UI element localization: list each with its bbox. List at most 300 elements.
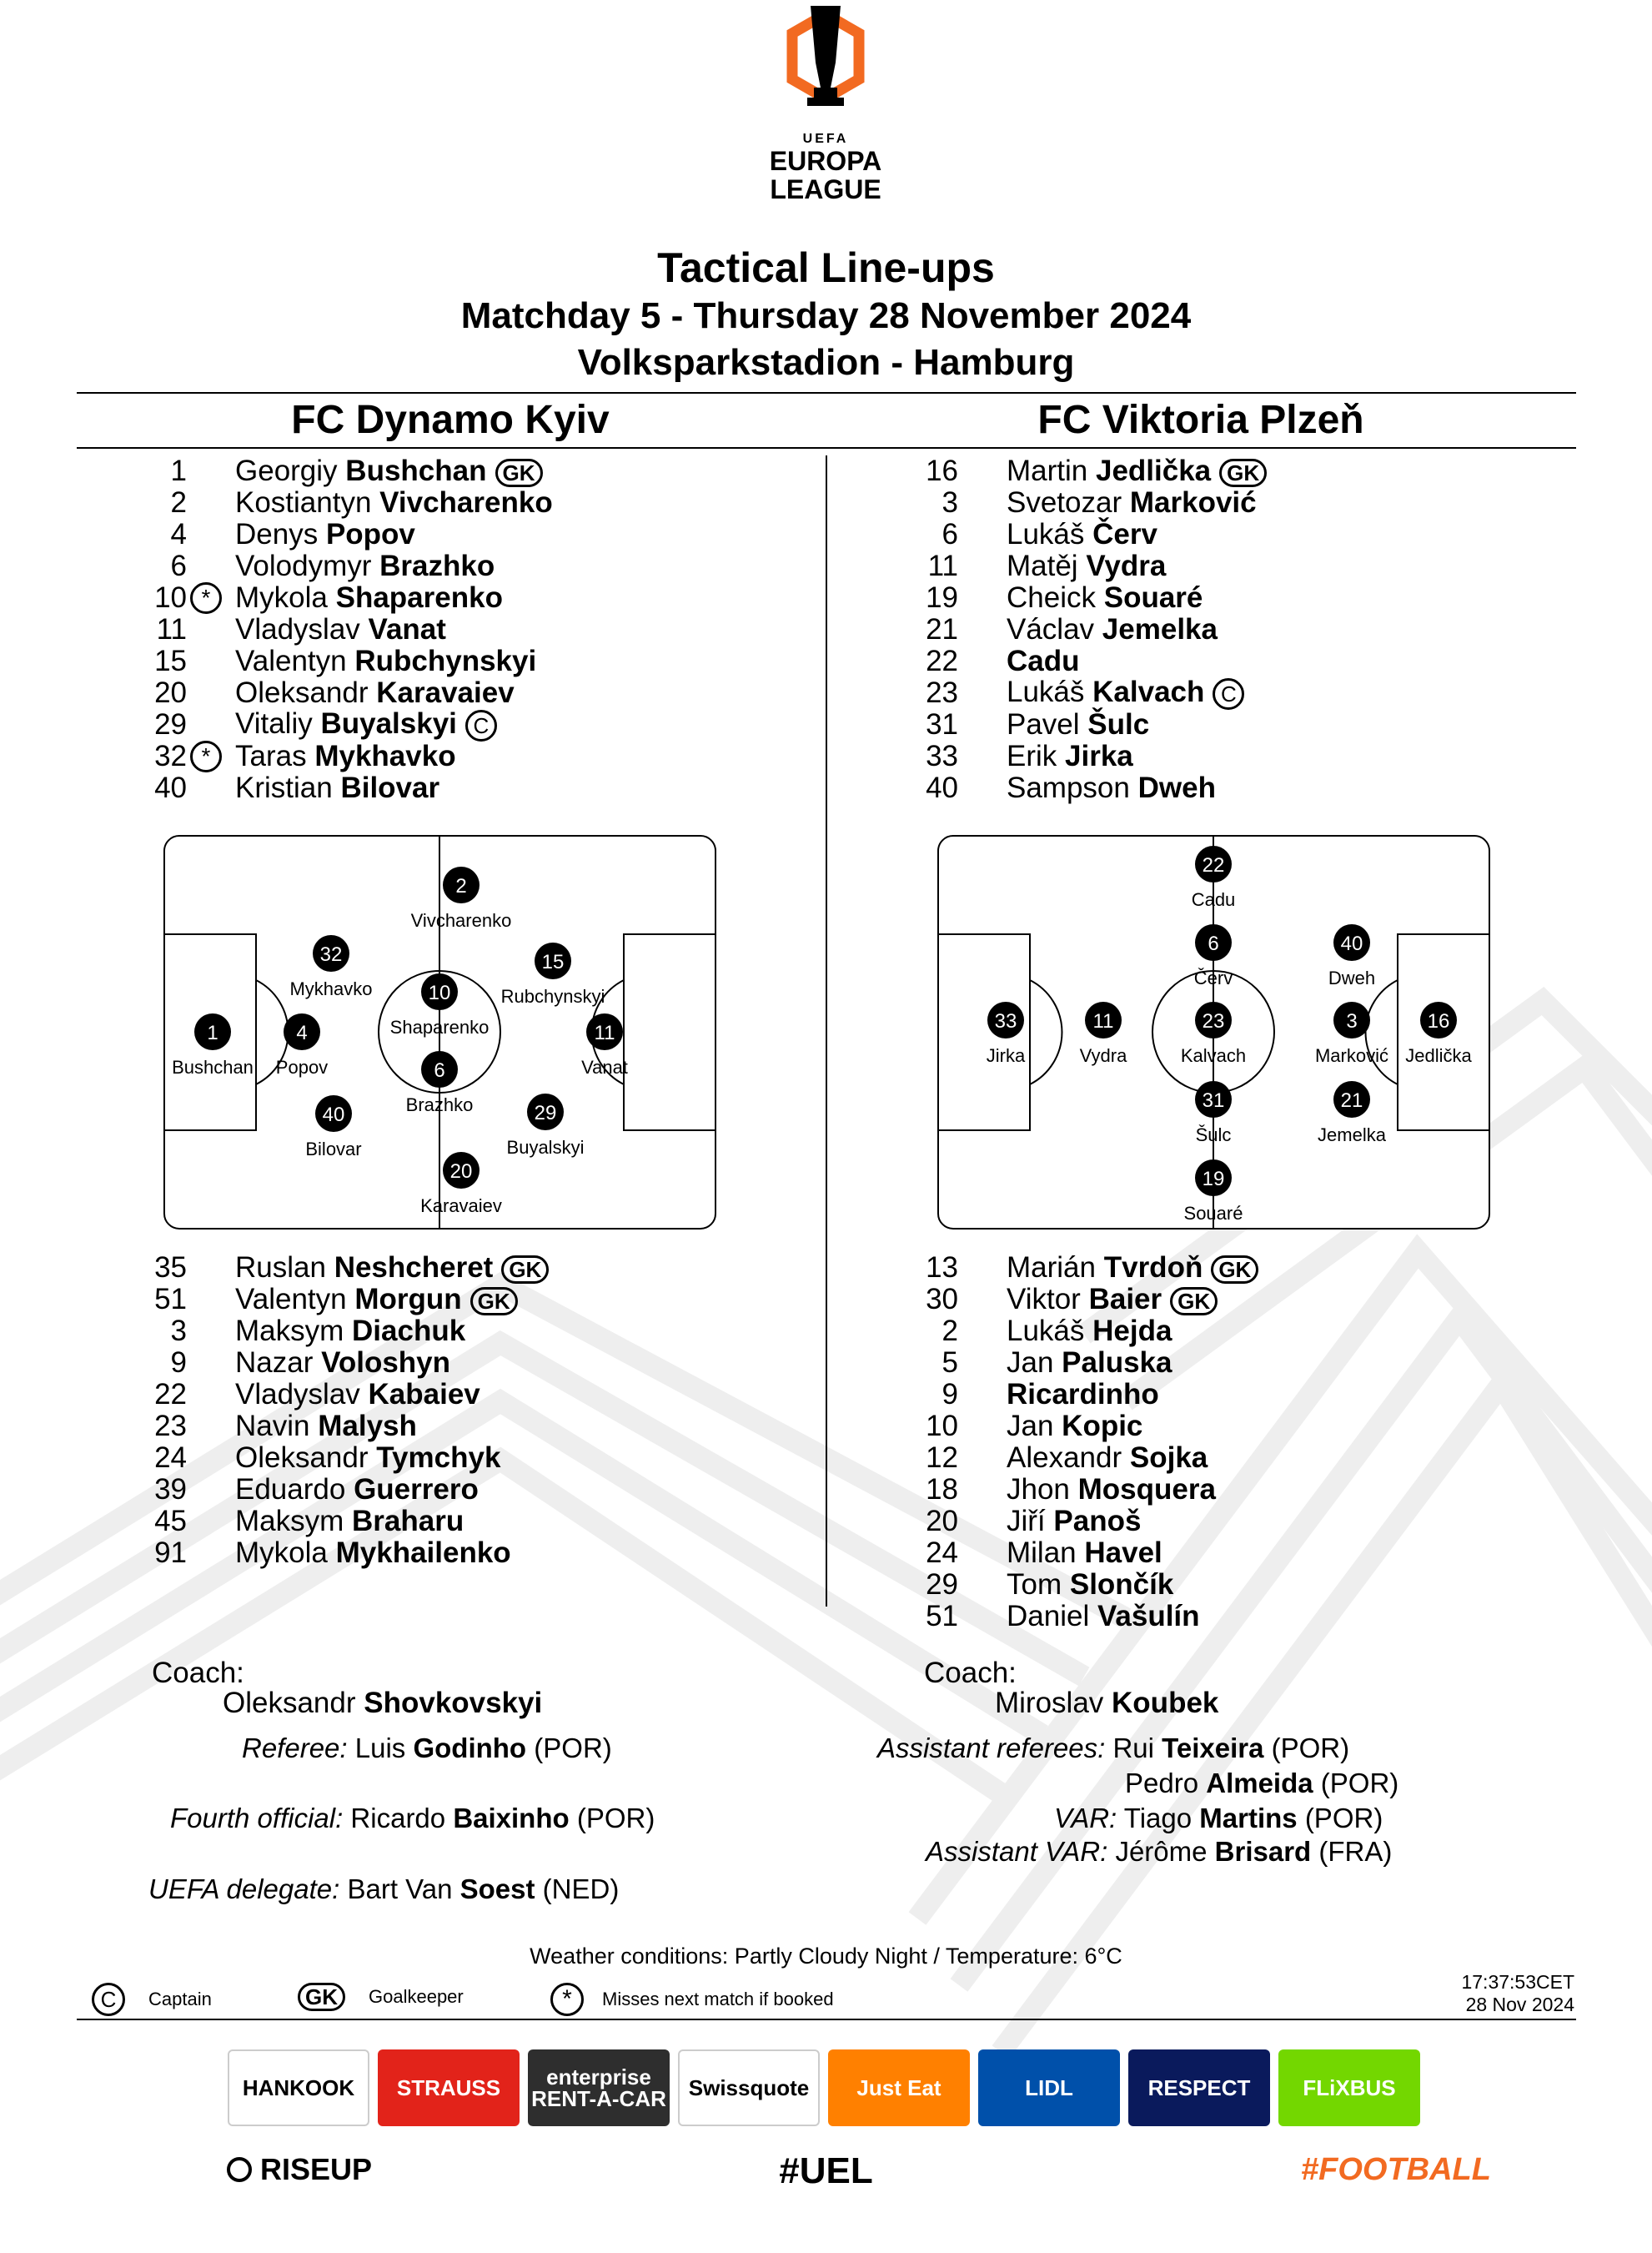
player-name — [192, 614, 446, 646]
away-subs-list — [855, 1252, 1258, 1632]
player-row — [83, 772, 553, 804]
player-row — [83, 1411, 549, 1442]
player-first-name: Jan — [1007, 1410, 1054, 1442]
player-first-name: Vladyslav — [235, 613, 360, 646]
player-name — [192, 646, 536, 677]
player-name — [192, 1347, 450, 1379]
player-last-name: Jemelka — [1102, 613, 1218, 646]
header-divider — [77, 392, 1576, 394]
pitch-player-label: Bushchan — [172, 1057, 254, 1078]
captain-icon: C — [92, 1983, 125, 2016]
player-last-name: Mykhavko — [314, 740, 456, 772]
player-row — [855, 519, 1267, 551]
player-row — [83, 614, 553, 646]
pitch-player-label: Vanat — [581, 1057, 628, 1078]
player-number-text: 11 — [927, 550, 958, 582]
player-first-name: Svetozar — [1007, 486, 1122, 519]
player-row — [855, 1347, 1258, 1379]
player-last-name: Vašulín — [1097, 1600, 1200, 1632]
pitch-player-number: 19 — [1202, 1168, 1225, 1190]
pitch-player-number: 32 — [319, 943, 343, 966]
player-number — [83, 1442, 192, 1474]
player-first-name: Jhon — [1007, 1473, 1070, 1506]
time: 17:37:53CET — [1461, 1971, 1574, 1993]
goalkeeper-icon: GK — [495, 459, 543, 487]
fourth-label: Fourth official: — [170, 1803, 344, 1833]
sponsor-logo: FLiXBUS — [1278, 2049, 1420, 2126]
assistant-referees — [877, 1732, 1349, 1765]
player-name — [192, 1379, 480, 1411]
player-row — [83, 487, 553, 519]
player-number — [855, 1601, 963, 1632]
pitch-player-label: Shaparenko — [389, 1017, 490, 1038]
goalkeeper-icon: GK — [298, 1983, 345, 2011]
pitch-player-number: 4 — [296, 1022, 308, 1044]
assistant1-last: Teixeira — [1162, 1732, 1264, 1763]
referee-label: Referee: — [242, 1732, 348, 1763]
legend-goalkeeper — [298, 1983, 464, 2011]
player-number — [855, 772, 963, 804]
player-name — [963, 1284, 1218, 1315]
player-last-name: Sojka — [1129, 1441, 1208, 1474]
player-name — [963, 614, 1218, 646]
home-coach-last: Shovkovskyi — [364, 1687, 543, 1719]
player-number-text: 22 — [926, 645, 958, 677]
page-title: Tactical Line-ups — [657, 244, 995, 291]
player-row — [83, 1347, 549, 1379]
player-number — [83, 1315, 192, 1347]
away-coach-first: Miroslav — [995, 1687, 1104, 1719]
player-name — [963, 487, 1257, 519]
player-name — [963, 1601, 1200, 1632]
sponsor-logo: Swissquote — [678, 2049, 820, 2126]
player-name — [192, 519, 415, 551]
star-icon: * — [550, 1983, 584, 2016]
sponsor-logo: enterprise RENT-A-CAR — [528, 2049, 670, 2126]
player-number — [855, 1347, 963, 1379]
player-row — [83, 1506, 549, 1537]
player-name — [192, 1506, 464, 1537]
player-name — [963, 1569, 1173, 1601]
player-name — [192, 1284, 518, 1315]
player-first-name: Daniel — [1007, 1600, 1090, 1632]
player-first-name: Navin — [235, 1410, 310, 1442]
player-number-text: 29 — [926, 1568, 958, 1601]
player-row — [83, 455, 553, 487]
player-number-text: 12 — [926, 1441, 958, 1474]
player-number-text: 11 — [156, 613, 187, 646]
avar-first: Jérôme — [1115, 1836, 1208, 1867]
away-pitch — [936, 834, 1491, 1230]
player-row — [83, 551, 553, 582]
player-last-name: Braharu — [352, 1505, 464, 1537]
player-first-name: Eduardo — [235, 1473, 346, 1506]
player-last-name: Kabaiev — [368, 1378, 480, 1411]
player-first-name: Martin — [1007, 455, 1088, 487]
player-row — [855, 487, 1267, 519]
pitch-player-label: Kalvach — [1180, 1045, 1247, 1066]
legend-captain — [92, 1983, 212, 2016]
player-last-name: Guerrero — [354, 1473, 479, 1506]
pitch-player-number: 16 — [1427, 1010, 1450, 1033]
logo-uefa: UEFA — [802, 132, 849, 146]
player-number — [855, 1569, 963, 1601]
trophy-icon — [767, 4, 884, 129]
sponsor-logo: STRAUSS — [378, 2049, 520, 2126]
player-row — [83, 1252, 549, 1284]
player-first-name: Sampson — [1007, 772, 1130, 804]
player-number-text: 9 — [941, 1378, 958, 1411]
player-number-text: 1 — [170, 455, 187, 487]
player-first-name: Maksym — [235, 1315, 344, 1347]
player-number-text: 29 — [154, 708, 187, 741]
pitch-player-number: 15 — [541, 951, 565, 973]
player-first-name: Kristian — [235, 772, 333, 804]
player-row — [855, 582, 1267, 614]
player-first-name: Volodymyr — [235, 550, 372, 582]
player-row — [83, 1474, 549, 1506]
captain-icon: C — [1213, 678, 1244, 710]
player-number — [83, 1379, 192, 1411]
player-name — [192, 1411, 417, 1442]
player-last-name: Jedlička — [1095, 455, 1212, 487]
player-number-text: 6 — [170, 550, 187, 582]
assistant2-nat: (POR) — [1320, 1768, 1399, 1798]
player-last-name: Panoš — [1053, 1505, 1142, 1537]
player-number-text: 6 — [941, 518, 958, 551]
player-row — [83, 1537, 549, 1569]
player-name — [192, 772, 439, 804]
pitch-player-number: 3 — [1346, 1010, 1358, 1033]
player-number-text: 5 — [941, 1346, 958, 1379]
player-row — [855, 1252, 1258, 1284]
player-number-text: 18 — [926, 1473, 958, 1506]
player-last-name: Baier — [1088, 1283, 1162, 1315]
player-row — [855, 551, 1267, 582]
player-last-name: Souaré — [1103, 581, 1203, 614]
player-number — [855, 1379, 963, 1411]
player-number — [855, 487, 963, 519]
pitch-player-label: Bilovar — [305, 1139, 362, 1159]
player-number-text: 24 — [926, 1536, 958, 1569]
logo-league: LEAGUE — [770, 174, 881, 204]
player-number-text: 20 — [926, 1505, 958, 1537]
player-number-text: 30 — [926, 1283, 958, 1315]
pitch-player-label: Dweh — [1328, 968, 1376, 988]
referee-first: Luis — [354, 1732, 406, 1763]
pitch-player-label: Jemelka — [1318, 1124, 1386, 1145]
player-last-name: Tymchyk — [376, 1441, 501, 1474]
matchday: Matchday 5 - Thursday 28 November 2024 — [460, 295, 1192, 336]
player-last-name: Mosquera — [1077, 1473, 1216, 1506]
player-number-text: 20 — [154, 676, 187, 709]
assistant1-nat: (POR) — [1271, 1732, 1350, 1763]
player-last-name: Shaparenko — [335, 581, 503, 614]
logo-europa: EUROPA — [769, 146, 882, 176]
player-last-name: Morgun — [354, 1283, 462, 1315]
player-name — [963, 709, 1149, 741]
home-subs-list — [83, 1252, 549, 1569]
weather: Weather conditions: Partly Cloudy Night / Temperature: 6°C — [530, 1944, 1122, 1969]
player-name — [963, 1411, 1142, 1442]
player-first-name: Mykola — [235, 581, 328, 614]
player-row — [83, 1315, 549, 1347]
player-row — [83, 677, 553, 709]
player-row — [855, 1537, 1258, 1569]
player-first-name: Valentyn — [235, 1283, 347, 1315]
player-number — [83, 1252, 192, 1284]
player-first-name: Maksym — [235, 1505, 344, 1537]
var-nat: (POR) — [1304, 1803, 1383, 1833]
pitch-player-number: 11 — [594, 1022, 615, 1044]
fourth-last: Baixinho — [453, 1803, 570, 1833]
home-pitch — [163, 834, 717, 1230]
player-row — [855, 1442, 1258, 1474]
player-last-name: Tvrdoň — [1103, 1251, 1203, 1284]
assistant1-first: Rui — [1112, 1732, 1154, 1763]
player-last-name: Cadu — [1007, 645, 1080, 677]
avar-last: Brisard — [1214, 1836, 1312, 1867]
player-name — [192, 1252, 549, 1284]
player-last-name: Ricardinho — [1007, 1378, 1159, 1411]
player-name — [963, 1442, 1208, 1474]
player-number — [83, 709, 192, 741]
player-number — [83, 1411, 192, 1442]
pitch-player-label: Mykhavko — [289, 978, 373, 999]
pitch-player-number: 22 — [1202, 854, 1225, 877]
player-number-text: 4 — [170, 518, 187, 551]
assistant-label: Assistant referees: — [877, 1732, 1106, 1763]
player-number — [83, 614, 192, 646]
player-first-name: Nazar — [235, 1346, 314, 1379]
player-first-name: Cheick — [1007, 581, 1096, 614]
player-name — [963, 1252, 1258, 1284]
referee-last: Godinho — [413, 1732, 527, 1763]
player-number-text: 51 — [154, 1283, 187, 1315]
goalkeeper-icon: GK — [1170, 1287, 1218, 1315]
player-name — [192, 487, 553, 519]
player-number — [83, 772, 192, 804]
away-coach — [995, 1687, 1218, 1720]
player-first-name: Valentyn — [235, 645, 347, 677]
player-number-text: 21 — [926, 613, 958, 646]
player-number — [83, 455, 192, 487]
hashtag-uel: #UEL — [779, 2150, 873, 2191]
player-row — [855, 1379, 1258, 1411]
player-name — [192, 582, 503, 614]
pitch-player-number: 40 — [1340, 933, 1363, 955]
player-first-name: Oleksandr — [235, 1441, 369, 1474]
timestamp — [1461, 1971, 1574, 2016]
delegate-last: Soest — [459, 1873, 535, 1904]
player-number — [855, 1442, 963, 1474]
player-row — [855, 614, 1267, 646]
player-row — [83, 1284, 549, 1315]
legend-captain-label: Captain — [148, 1989, 212, 2009]
player-number-text: 13 — [926, 1251, 958, 1284]
player-first-name: Tom — [1007, 1568, 1062, 1601]
player-number-text: 91 — [154, 1536, 187, 1569]
player-name — [192, 741, 456, 772]
player-number — [855, 551, 963, 582]
assistant2-last: Almeida — [1206, 1768, 1313, 1798]
pitch-player-number: 21 — [1340, 1089, 1363, 1112]
player-row — [855, 709, 1267, 741]
player-first-name: Viktor — [1007, 1283, 1081, 1315]
pitch-player-number: 40 — [322, 1104, 345, 1126]
player-first-name: Alexandr — [1007, 1441, 1122, 1474]
player-last-name: Bushchan — [345, 455, 487, 487]
player-number — [855, 614, 963, 646]
pitch-player-label: Brazhko — [405, 1094, 474, 1115]
assistant-var — [926, 1835, 1392, 1868]
goalkeeper-icon: GK — [501, 1255, 549, 1284]
player-last-name: Šulc — [1087, 708, 1150, 741]
player-name — [192, 551, 495, 582]
home-coach-label: Coach: — [152, 1657, 244, 1689]
player-number — [855, 455, 963, 487]
player-number-text: 23 — [926, 676, 958, 709]
pitch-player-number: 31 — [1202, 1089, 1225, 1112]
player-number — [83, 1284, 192, 1315]
player-first-name: Oleksandr — [235, 676, 369, 709]
pitch-player-number: 1 — [207, 1022, 218, 1044]
player-number-text: 10 — [154, 581, 187, 614]
player-number — [83, 487, 192, 519]
player-number — [83, 519, 192, 551]
player-last-name: Kopic — [1062, 1410, 1143, 1442]
pitch-player-number: 11 — [1092, 1010, 1114, 1033]
player-first-name: Denys — [235, 518, 319, 551]
var — [1054, 1802, 1383, 1835]
player-first-name: Mykola — [235, 1536, 328, 1569]
player-first-name: Taras — [235, 740, 307, 772]
player-name — [192, 455, 543, 487]
player-last-name: Voloshyn — [321, 1346, 451, 1379]
player-number — [83, 581, 211, 614]
player-number — [83, 1474, 192, 1506]
fourth-first: Ricardo — [350, 1803, 446, 1833]
pitch-player-label: Souaré — [1183, 1203, 1243, 1224]
player-number — [83, 677, 192, 709]
team-divider — [77, 447, 1576, 449]
player-number — [83, 740, 211, 772]
away-team-name: FC Viktoria Plzeň — [1037, 398, 1364, 442]
pitch-player-label: Buyalskyi — [506, 1137, 585, 1158]
assistant2-first: Pedro — [1125, 1768, 1199, 1798]
player-last-name: Malysh — [318, 1410, 417, 1442]
player-row — [855, 1601, 1258, 1632]
player-number-text: 32 — [154, 740, 187, 772]
player-number — [855, 1506, 963, 1537]
avar-label: Assistant VAR: — [926, 1836, 1108, 1867]
player-number-text: 19 — [926, 581, 958, 614]
player-number-text: 10 — [926, 1410, 958, 1442]
player-last-name: Červ — [1092, 518, 1157, 551]
var-label: VAR: — [1054, 1803, 1117, 1833]
player-name — [192, 1537, 511, 1569]
player-number — [855, 1474, 963, 1506]
player-last-name: Mykhailenko — [335, 1536, 511, 1569]
player-number — [855, 709, 963, 741]
player-row — [855, 1506, 1258, 1537]
player-first-name: Erik — [1007, 740, 1057, 772]
player-last-name: Slončík — [1069, 1568, 1174, 1601]
avar-nat: (FRA) — [1318, 1836, 1393, 1867]
player-number-text: 9 — [170, 1346, 187, 1379]
player-last-name: Brazhko — [379, 550, 495, 582]
player-first-name: Kostiantyn — [235, 486, 372, 519]
player-number — [855, 741, 963, 772]
player-last-name: Vydra — [1086, 550, 1167, 582]
player-name — [963, 741, 1133, 772]
var-last: Martins — [1199, 1803, 1298, 1833]
goalkeeper-icon: GK — [1211, 1255, 1258, 1284]
player-number — [855, 582, 963, 614]
player-number-text: 35 — [154, 1251, 187, 1284]
player-row — [855, 677, 1267, 709]
center-divider — [826, 455, 827, 1607]
player-row — [83, 582, 553, 614]
pitch-player-label: Rubchynskyi — [500, 986, 605, 1007]
away-coach-label: Coach: — [924, 1657, 1017, 1689]
player-number — [855, 677, 963, 709]
pitch-player-label: Vivcharenko — [410, 910, 512, 931]
player-number — [83, 1347, 192, 1379]
player-first-name: Vladyslav — [235, 1378, 360, 1411]
player-name — [192, 677, 515, 709]
player-row — [855, 1315, 1258, 1347]
player-number — [855, 1411, 963, 1442]
player-row — [83, 1442, 549, 1474]
player-number — [855, 519, 963, 551]
player-first-name: Lukáš — [1007, 1315, 1085, 1347]
home-coach-first: Oleksandr — [223, 1687, 356, 1719]
pitch-player-number: 6 — [434, 1059, 445, 1082]
player-row — [855, 1569, 1258, 1601]
player-last-name: Buyalskyi — [320, 707, 457, 741]
legend-goalkeeper-label: Goalkeeper — [369, 1986, 464, 2007]
player-last-name: Vanat — [368, 613, 446, 646]
player-number-text: 24 — [154, 1441, 187, 1474]
player-name — [192, 1474, 479, 1506]
player-number — [855, 1252, 963, 1284]
player-name — [963, 1506, 1141, 1537]
referee — [242, 1732, 612, 1765]
uefa-delegate — [148, 1873, 619, 1906]
player-number — [83, 1506, 192, 1537]
sponsor-logo: LIDL — [978, 2049, 1120, 2126]
hashtag-football: #FOOTBALL — [1301, 2152, 1491, 2187]
player-first-name: Lukáš — [1007, 518, 1085, 551]
player-number — [855, 1315, 963, 1347]
player-number-text: 22 — [154, 1378, 187, 1411]
pitch-player-label: Jedlička — [1405, 1045, 1472, 1066]
pitch-player-number: 23 — [1202, 1010, 1225, 1033]
player-last-name: Popov — [325, 518, 415, 551]
player-name — [192, 1315, 465, 1347]
player-number-text: 3 — [170, 1315, 187, 1347]
venue: Volksparkstadion - Hamburg — [577, 342, 1075, 383]
delegate-nat: (NED) — [542, 1873, 620, 1904]
player-first-name: Georgiy — [235, 455, 338, 487]
player-name — [963, 646, 1080, 677]
player-first-name: Jan — [1007, 1346, 1054, 1379]
pitch-player-label: Jirka — [986, 1045, 1026, 1066]
sponsor-logo: Just Eat — [828, 2049, 970, 2126]
pitch-player-label: Vydra — [1079, 1045, 1127, 1066]
fourth-official — [170, 1802, 655, 1835]
